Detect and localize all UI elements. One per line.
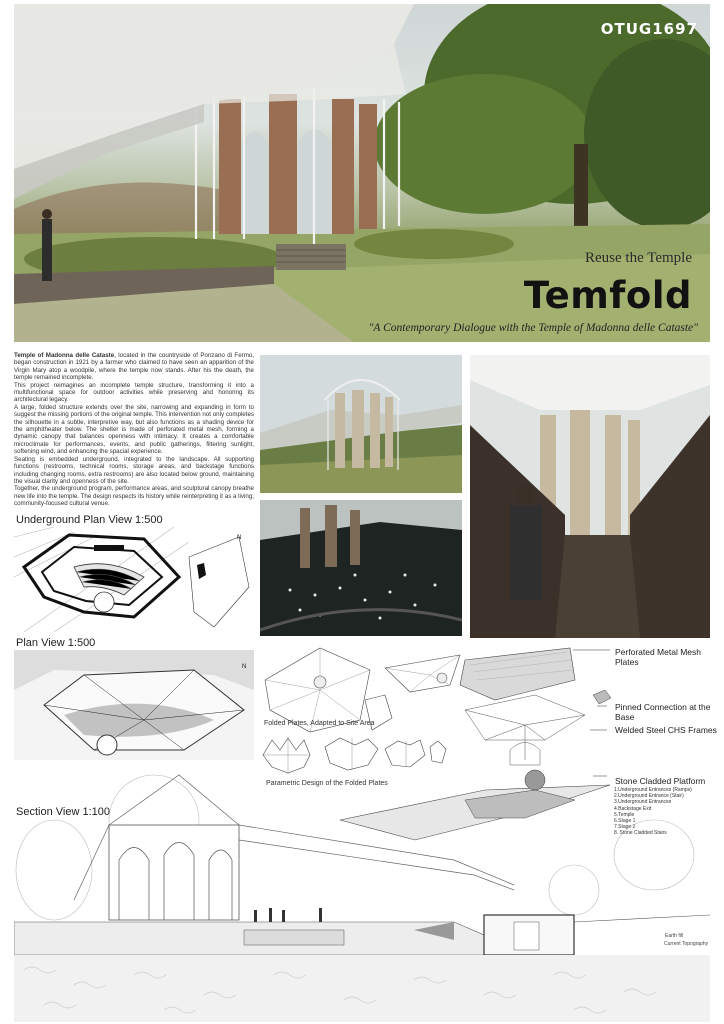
description-lead: Temple of Madonna delle Cataste (14, 352, 115, 359)
mesh-plates-label: Perforated Metal Mesh Plates (615, 647, 701, 667)
pinned-connection-label: Pinned Connection at the Base (615, 702, 711, 722)
section-view-label: Section View 1:100 (16, 806, 110, 818)
earth-fill-label: Earth fill (665, 933, 684, 939)
legend-item: 1.Underground Entrances (Ramps) (614, 787, 692, 793)
underground-plan-label: Underground Plan View 1:500 (16, 514, 163, 526)
svg-text:N: N (237, 535, 242, 541)
legend-item: 8. Stone Cladded Stairs (614, 830, 667, 837)
hero-render (14, 4, 710, 342)
section-view-drawing (14, 760, 710, 1022)
legend-item: 4.Backstage Exit (614, 805, 652, 812)
render-temple-exterior (260, 355, 462, 493)
reuse-subtitle: Reuse the Temple (585, 250, 692, 266)
legend-item: 2.Underground Entrance (Stair) (614, 793, 684, 800)
project-description (14, 352, 254, 508)
project-title: Temfold (523, 274, 692, 317)
description-p1: , located in the countryside of Ponzano di Fermo, began construction in 1921 by a farmer who claimed to have seen an apparition of the Virgin Mary atop a woodpile, where the temple now stands. After his the death, the temple remained incomplete. (14, 352, 255, 382)
svg-text:N: N (242, 664, 247, 670)
topography-label: Current Topography (664, 941, 709, 947)
render-entrance-corridor (470, 355, 710, 638)
plan-view-drawing (14, 650, 254, 760)
plan-view-label: Plan View 1:500 (16, 637, 96, 649)
description-p3: A large, folded structure extends over the site, narrowing and expanding in form to suggest the missing portions of the original temple. This intervention not only completes the silhouette in a subtle, interpretive way, but also functions as a shading device for the amphitheater below. The shelter is made of perforated metal mesh, forming a dynamic canopy that balances openness with intimacy. It creates a comfortable microclimate for performances, events, and public gatherings, filtering sunlight, softening wind, and enhancing the spacial experience. (14, 403, 254, 456)
parametric-caption: Parametric Design of the Folded Plates (266, 780, 388, 787)
legend-item: 3.Underground Entrances (614, 799, 672, 806)
project-code: OTUG1697 (600, 20, 698, 38)
stone-platform-label: Stone Cladded Platform (615, 776, 706, 786)
project-tagline: "A Contemporary Dialogue with the Temple of Madonna delle Cataste" (368, 322, 698, 334)
chs-frames-label: Welded Steel CHS Frames (615, 725, 717, 735)
description-p2: This project reimagines an incomplete temple structure, transforming it into a multifunctional space for outdoor activities while preserving and honoring its architectural legacy. (14, 381, 254, 404)
description-p4: Seating is embedded underground, integrated to the landscape. All supporting functions (restrooms, technical rooms, storage areas, and backstage functions including changing rooms, extra restrooms) are also located below ground, maintaining the visual clarity and openness of the site. (14, 455, 254, 485)
underground-plan-drawing (14, 527, 254, 632)
legend-item: 6.Stage 1 (614, 818, 636, 825)
legend-item: 7.Stage 2 (614, 824, 636, 831)
render-amphitheater-night (260, 500, 462, 636)
description-p5: Together, the underground program, performance areas, and sculptural canopy breathe new life into the temple. The design respects its history while reinterpreting it as a living, community-focused cultural venue. (14, 485, 254, 508)
folded-plates-caption: Folded Plates, Adapted to Site Area (264, 720, 375, 727)
legend-item: 5.Temple (614, 811, 635, 818)
